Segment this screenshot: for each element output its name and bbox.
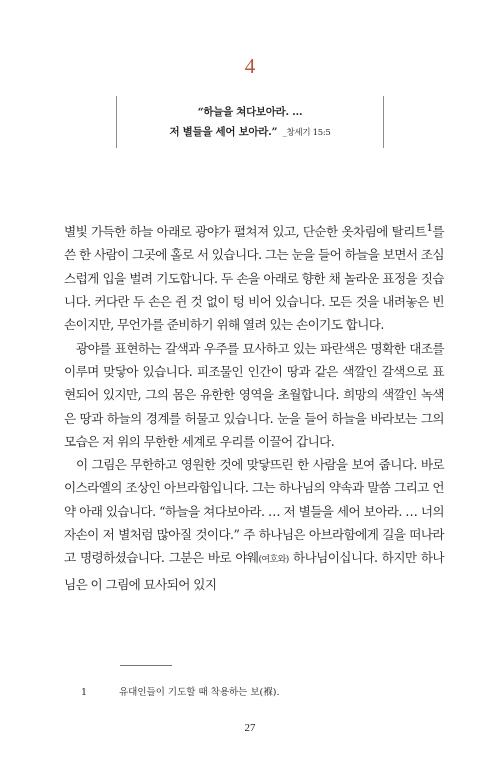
epigraph-line-2-text: 저 별들을 세어 보아라.”	[169, 126, 278, 138]
paragraph-3-text-b: 하나님이십니다. 하지만 하나님은 이 그림에 묘사되어 있지	[64, 550, 445, 592]
paragraph-1-text-b: 를 쓴 한 사람이 그곳에 홀로 서 있습니다. 그는 눈을 들어 하늘을 보면서 조심스럽게 입을 벌려 기도합니다. 두 손을 아래로 향한 채 놀라운 표정을 짓습니다. 커다란 두 손은 쥔 것 없이 텅 비어 있습니다. 모든 것을 내려놓은 빈손이지만, 무언가를 준비하기 위해 열려 있는 손이기도 합니다.	[64, 224, 444, 333]
page-number: 27	[244, 722, 256, 734]
footnote-reference: 1	[426, 222, 433, 234]
paragraph-1-text-a: 별빛 가득한 하늘 아래로 광야가 펼쳐져 있고, 단순한 옷차림에 탈리트	[64, 224, 427, 240]
epigraph-line-2	[116, 124, 384, 139]
footnote	[81, 684, 280, 698]
footnote-text: 유대인들이 기도할 때 착용하는 보(褓).	[119, 687, 280, 698]
paragraph-3-hanja: (여호와)	[258, 555, 289, 566]
footnote-divider	[120, 665, 172, 666]
epigraph-reference: _창세기 15:5	[282, 128, 331, 138]
body-text	[64, 217, 444, 596]
paragraph-3	[64, 453, 444, 596]
chapter-number: 4	[244, 54, 256, 78]
epigraph-box	[116, 96, 384, 148]
footnote-number: 1	[81, 687, 88, 698]
paragraph-3-text-a: 이 그림은 무한하고 영원한 것에 맞닿뜨린 한 사람을 보여 줍니다. 바로 이스라엘의 조상인 아브라함입니다. 그는 하나님의 약속과 말씀 그리고 언약 아래 있습니다. “하늘을 쳐다보아라. … 저 별들을 세어 보아라. … 너의 자손이 저 별처럼 많아질 것이다.” 주 하나님은 아브라함에게 길을 떠나라고 명령하셨습니다. 그분은 바로 야웨	[64, 457, 444, 566]
epigraph-line-1: “하늘을 쳐다보아라. …	[197, 106, 303, 118]
paragraph-1	[64, 217, 444, 337]
paragraph-2: 광야를 표현하는 갈색과 우주를 묘사하고 있는 파란색은 명확한 대조를 이루며 맞닿아 있습니다. 피조물인 인간이 땅과 같은 색깔인 갈색으로 표현되어 있지만, 그의 몸은 유한한 영역을 초월합니다. 희망의 색깔인 녹색은 땅과 하늘의 경계를 허물고 있습니다. 눈을 들어 하늘을 바라보는 그의 모습은 저 위의 무한한 세계로 우리를 이끌어 갑니다.	[64, 340, 444, 449]
